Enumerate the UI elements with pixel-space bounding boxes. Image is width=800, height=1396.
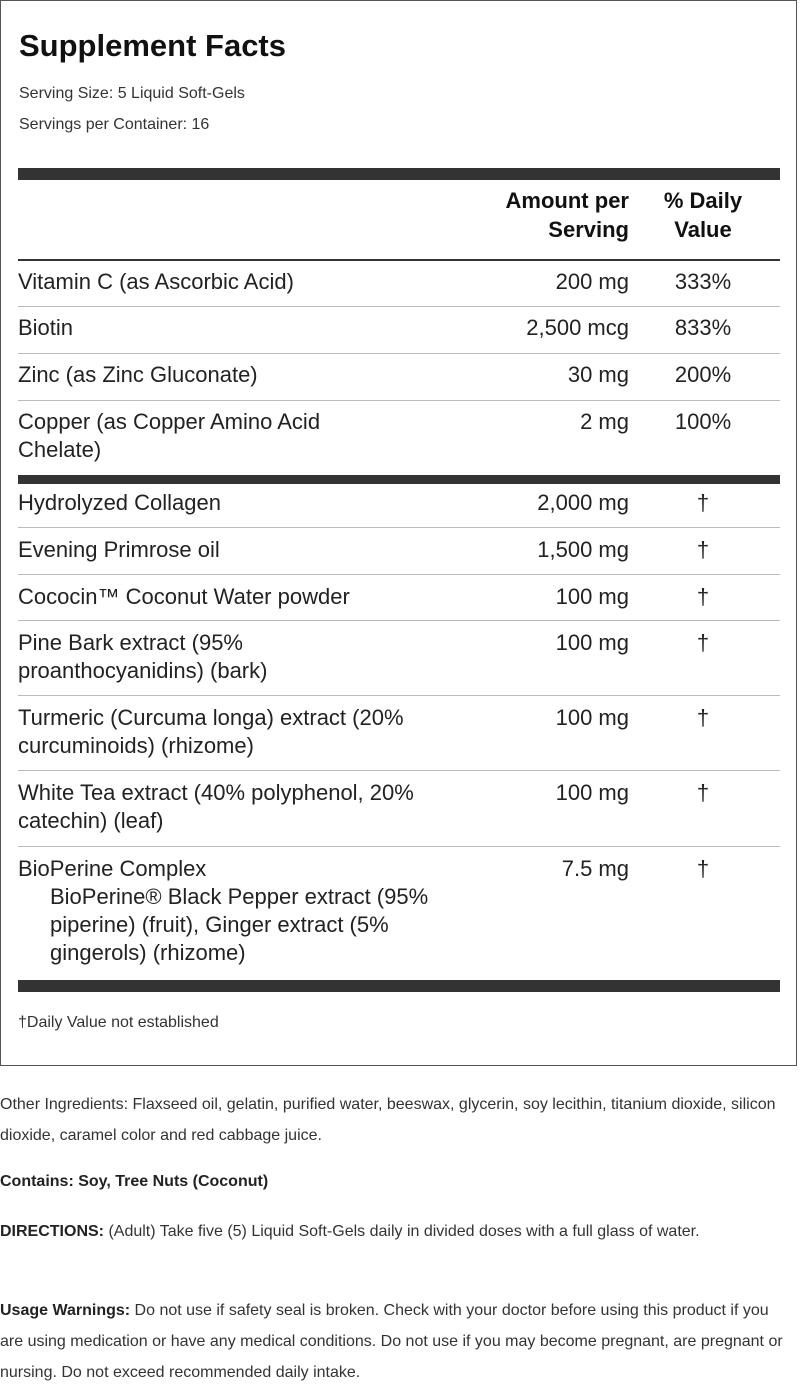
panel-title: Supplement Facts <box>19 28 286 63</box>
row-divider <box>18 574 780 575</box>
serving-size: Serving Size: 5 Liquid Soft-Gels <box>19 85 245 102</box>
nutrient-amount: 100 mg <box>555 630 629 655</box>
nutrient-amount: 100 mg <box>555 584 629 609</box>
usage-warnings <box>0 1295 795 1388</box>
nutrient-amount: 30 mg <box>567 362 629 387</box>
row-divider <box>18 306 780 307</box>
nutrient-daily-value: † <box>696 630 710 655</box>
nutrient-daily-value: † <box>696 856 710 881</box>
row-divider <box>18 695 780 696</box>
nutrient-amount: 2,000 mg <box>537 490 629 515</box>
header-divider <box>18 259 780 261</box>
nutrient-daily-value: 333% <box>674 269 732 294</box>
nutrient-amount: 2 mg <box>580 409 629 434</box>
thick-divider-bottom <box>18 980 780 992</box>
nutrient-name: Turmeric (Curcuma longa) extract (20% curcuminoids) (rhizome) <box>18 705 404 758</box>
nutrient-name: Hydrolyzed Collagen <box>18 490 221 515</box>
nutrient-name: Cococin™ Coconut Water powder <box>18 584 350 609</box>
amount-per-serving-header: Amount per Serving <box>505 188 629 242</box>
directions <box>0 1216 795 1247</box>
nutrient-daily-value: † <box>696 705 710 730</box>
nutrient-daily-value: 833% <box>674 315 732 340</box>
servings-per-container: Servings per Container: 16 <box>19 116 210 133</box>
nutrient-name: Zinc (as Zinc Gluconate) <box>18 362 258 387</box>
nutrient-name: White Tea extract (40% polyphenol, 20% catechin) (leaf) <box>18 780 414 833</box>
row-divider <box>18 846 780 847</box>
nutrient-name: Copper (as Copper Amino Acid Chelate) <box>18 409 321 462</box>
row-divider <box>18 353 780 354</box>
nutrient-daily-value: † <box>696 780 710 805</box>
nutrient-name: Evening Primrose oil <box>18 537 220 562</box>
nutrient-name: Vitamin C (as Ascorbic Acid) <box>18 269 294 294</box>
nutrient-daily-value: 100% <box>674 409 732 434</box>
row-divider <box>18 527 780 528</box>
directions-text: (Adult) Take five (5) Liquid Soft-Gels daily in divided doses with a full glass of water. <box>104 1223 700 1240</box>
nutrient-amount: 2,500 mcg <box>526 315 629 340</box>
row-divider <box>18 770 780 771</box>
thick-divider-middle <box>18 475 780 484</box>
warnings-label: Usage Warnings: <box>0 1302 131 1319</box>
nutrient-amount: 100 mg <box>555 705 629 730</box>
nutrient-name <box>18 855 468 967</box>
allergen-contains: Contains: Soy, Tree Nuts (Coconut) <box>0 1173 269 1190</box>
complex-description: BioPerine® Black Pepper extract (95% piperine) (fruit), Ginger extract (5% gingerols) (rhizome) <box>50 884 429 965</box>
nutrient-name: Pine Bark extract (95% proanthocyanidins) (bark) <box>18 630 268 683</box>
daily-value-footnote: †Daily Value not established <box>18 1014 219 1031</box>
complex-name: BioPerine Complex <box>18 856 207 881</box>
thick-divider-top <box>18 168 780 180</box>
row-divider <box>18 620 780 621</box>
nutrient-name: Biotin <box>18 315 74 340</box>
nutrient-amount: 1,500 mg <box>537 537 629 562</box>
nutrient-amount: 7.5 mg <box>561 856 629 881</box>
nutrient-amount: 100 mg <box>555 780 629 805</box>
row-divider <box>18 400 780 401</box>
other-ingredients: Other Ingredients: Flaxseed oil, gelatin, purified water, beeswax, glycerin, soy lecithin, titanium dioxide, silicon dioxide, caramel color and red cabbage juice. <box>0 1096 776 1144</box>
nutrient-daily-value: † <box>696 584 710 609</box>
warnings-text: Do not use if safety seal is broken. Check with your doctor before using this product if you are using medication or have any medical conditions. Do not use if you may become pregnant, are pregnant or nursing. Do not exceed recommended daily intake. <box>0 1302 783 1381</box>
nutrient-daily-value: † <box>696 490 710 515</box>
daily-value-header: % Daily Value <box>663 188 743 242</box>
nutrient-daily-value: † <box>696 537 710 562</box>
nutrient-daily-value: 200% <box>674 362 732 387</box>
nutrient-amount: 200 mg <box>555 269 629 294</box>
directions-label: DIRECTIONS: <box>0 1223 104 1240</box>
